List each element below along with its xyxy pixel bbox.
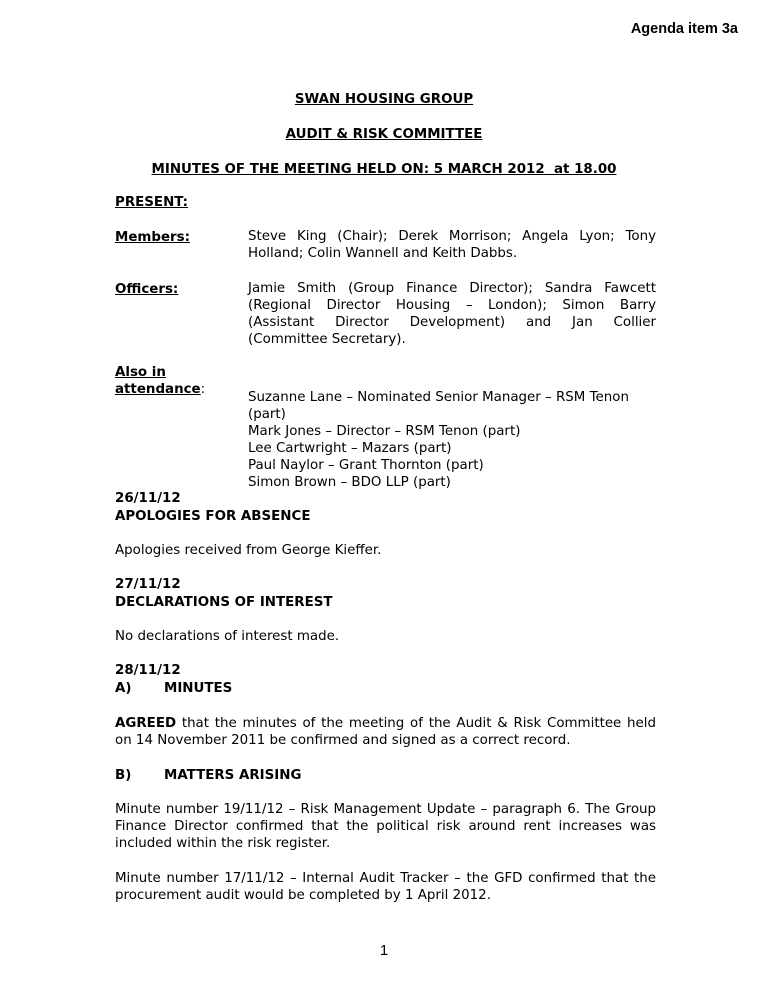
attendance-line: Paul Naylor – Grant Thornton (part) (248, 458, 484, 473)
attendance-label (115, 364, 245, 398)
matters-paragraph-1: Minute number 19/11/12 – Risk Management Update – paragraph 6. The Group Finance Director confirmed that the political risk around rent increases was included within the risk register. (115, 802, 656, 851)
minutes-number: 28/11/12 (115, 663, 181, 678)
members-text: Steve King (Chair); Derek Morrison; Angela Lyon; Tony Holland; Colin Wannell and Keith Dabbs. (248, 229, 656, 261)
officers-text: Jamie Smith (Group Finance Director); Sandra Fawcett (Regional Director Housing – London); Simon Barry (Assistant Director Development) and Jan Collier (Committee Secretary). (248, 281, 656, 347)
attendance-line: Simon Brown – BDO LLP (part) (248, 475, 451, 490)
declarations-number: 27/11/12 (115, 577, 181, 592)
attendance-line: Lee Cartwright – Mazars (part) (248, 441, 452, 456)
attendance-line: Mark Jones – Director – RSM Tenon (part) (248, 424, 521, 439)
attendance-list (248, 389, 656, 491)
attendance-colon: : (200, 382, 206, 397)
matters-paragraph-2: Minute number 17/11/12 – Internal Audit Tracker – the GFD confirmed that the procurement audit would be completed by 1 April 2012. (115, 871, 656, 903)
committee-title: AUDIT & RISK COMMITTEE (285, 127, 483, 142)
minutes-sub-a-letter: A) (115, 681, 132, 696)
minutes-sub-a-heading: MINUTES (164, 681, 233, 696)
officers-label: Officers: (115, 282, 179, 297)
agenda-item-label: Agenda item 3a (630, 21, 738, 37)
agreed-text: that the minutes of the meeting of the Audit & Risk Committee held on 14 November 2011 be confirmed and signed as a correct record. (115, 716, 656, 748)
organisation-title: SWAN HOUSING GROUP (294, 92, 474, 107)
agreed-paragraph (115, 715, 656, 749)
apologies-heading: APOLOGIES FOR ABSENCE (115, 509, 311, 524)
attendance-label-line-2: attendance (115, 382, 201, 397)
present-heading: PRESENT: (115, 195, 189, 210)
minutes-sub-b-letter: B) (115, 768, 132, 783)
apologies-text: Apologies received from George Kieffer. (115, 543, 382, 558)
members-label: Members: (115, 230, 190, 245)
declarations-text: No declarations of interest made. (115, 629, 340, 644)
agreed-keyword: AGREED (115, 716, 177, 731)
minutes-sub-b-heading: MATTERS ARISING (164, 768, 302, 783)
attendance-line: Suzanne Lane – Nominated Senior Manager – RSM Tenon (part) (248, 390, 629, 422)
page-number: 1 (379, 942, 389, 959)
attendance-label-line-1: Also in (115, 365, 166, 380)
minutes-heading: MINUTES OF THE MEETING HELD ON: 5 MARCH 2012 at 18.00 (151, 162, 617, 177)
declarations-heading: DECLARATIONS OF INTEREST (115, 595, 333, 610)
apologies-number: 26/11/12 (115, 491, 181, 506)
